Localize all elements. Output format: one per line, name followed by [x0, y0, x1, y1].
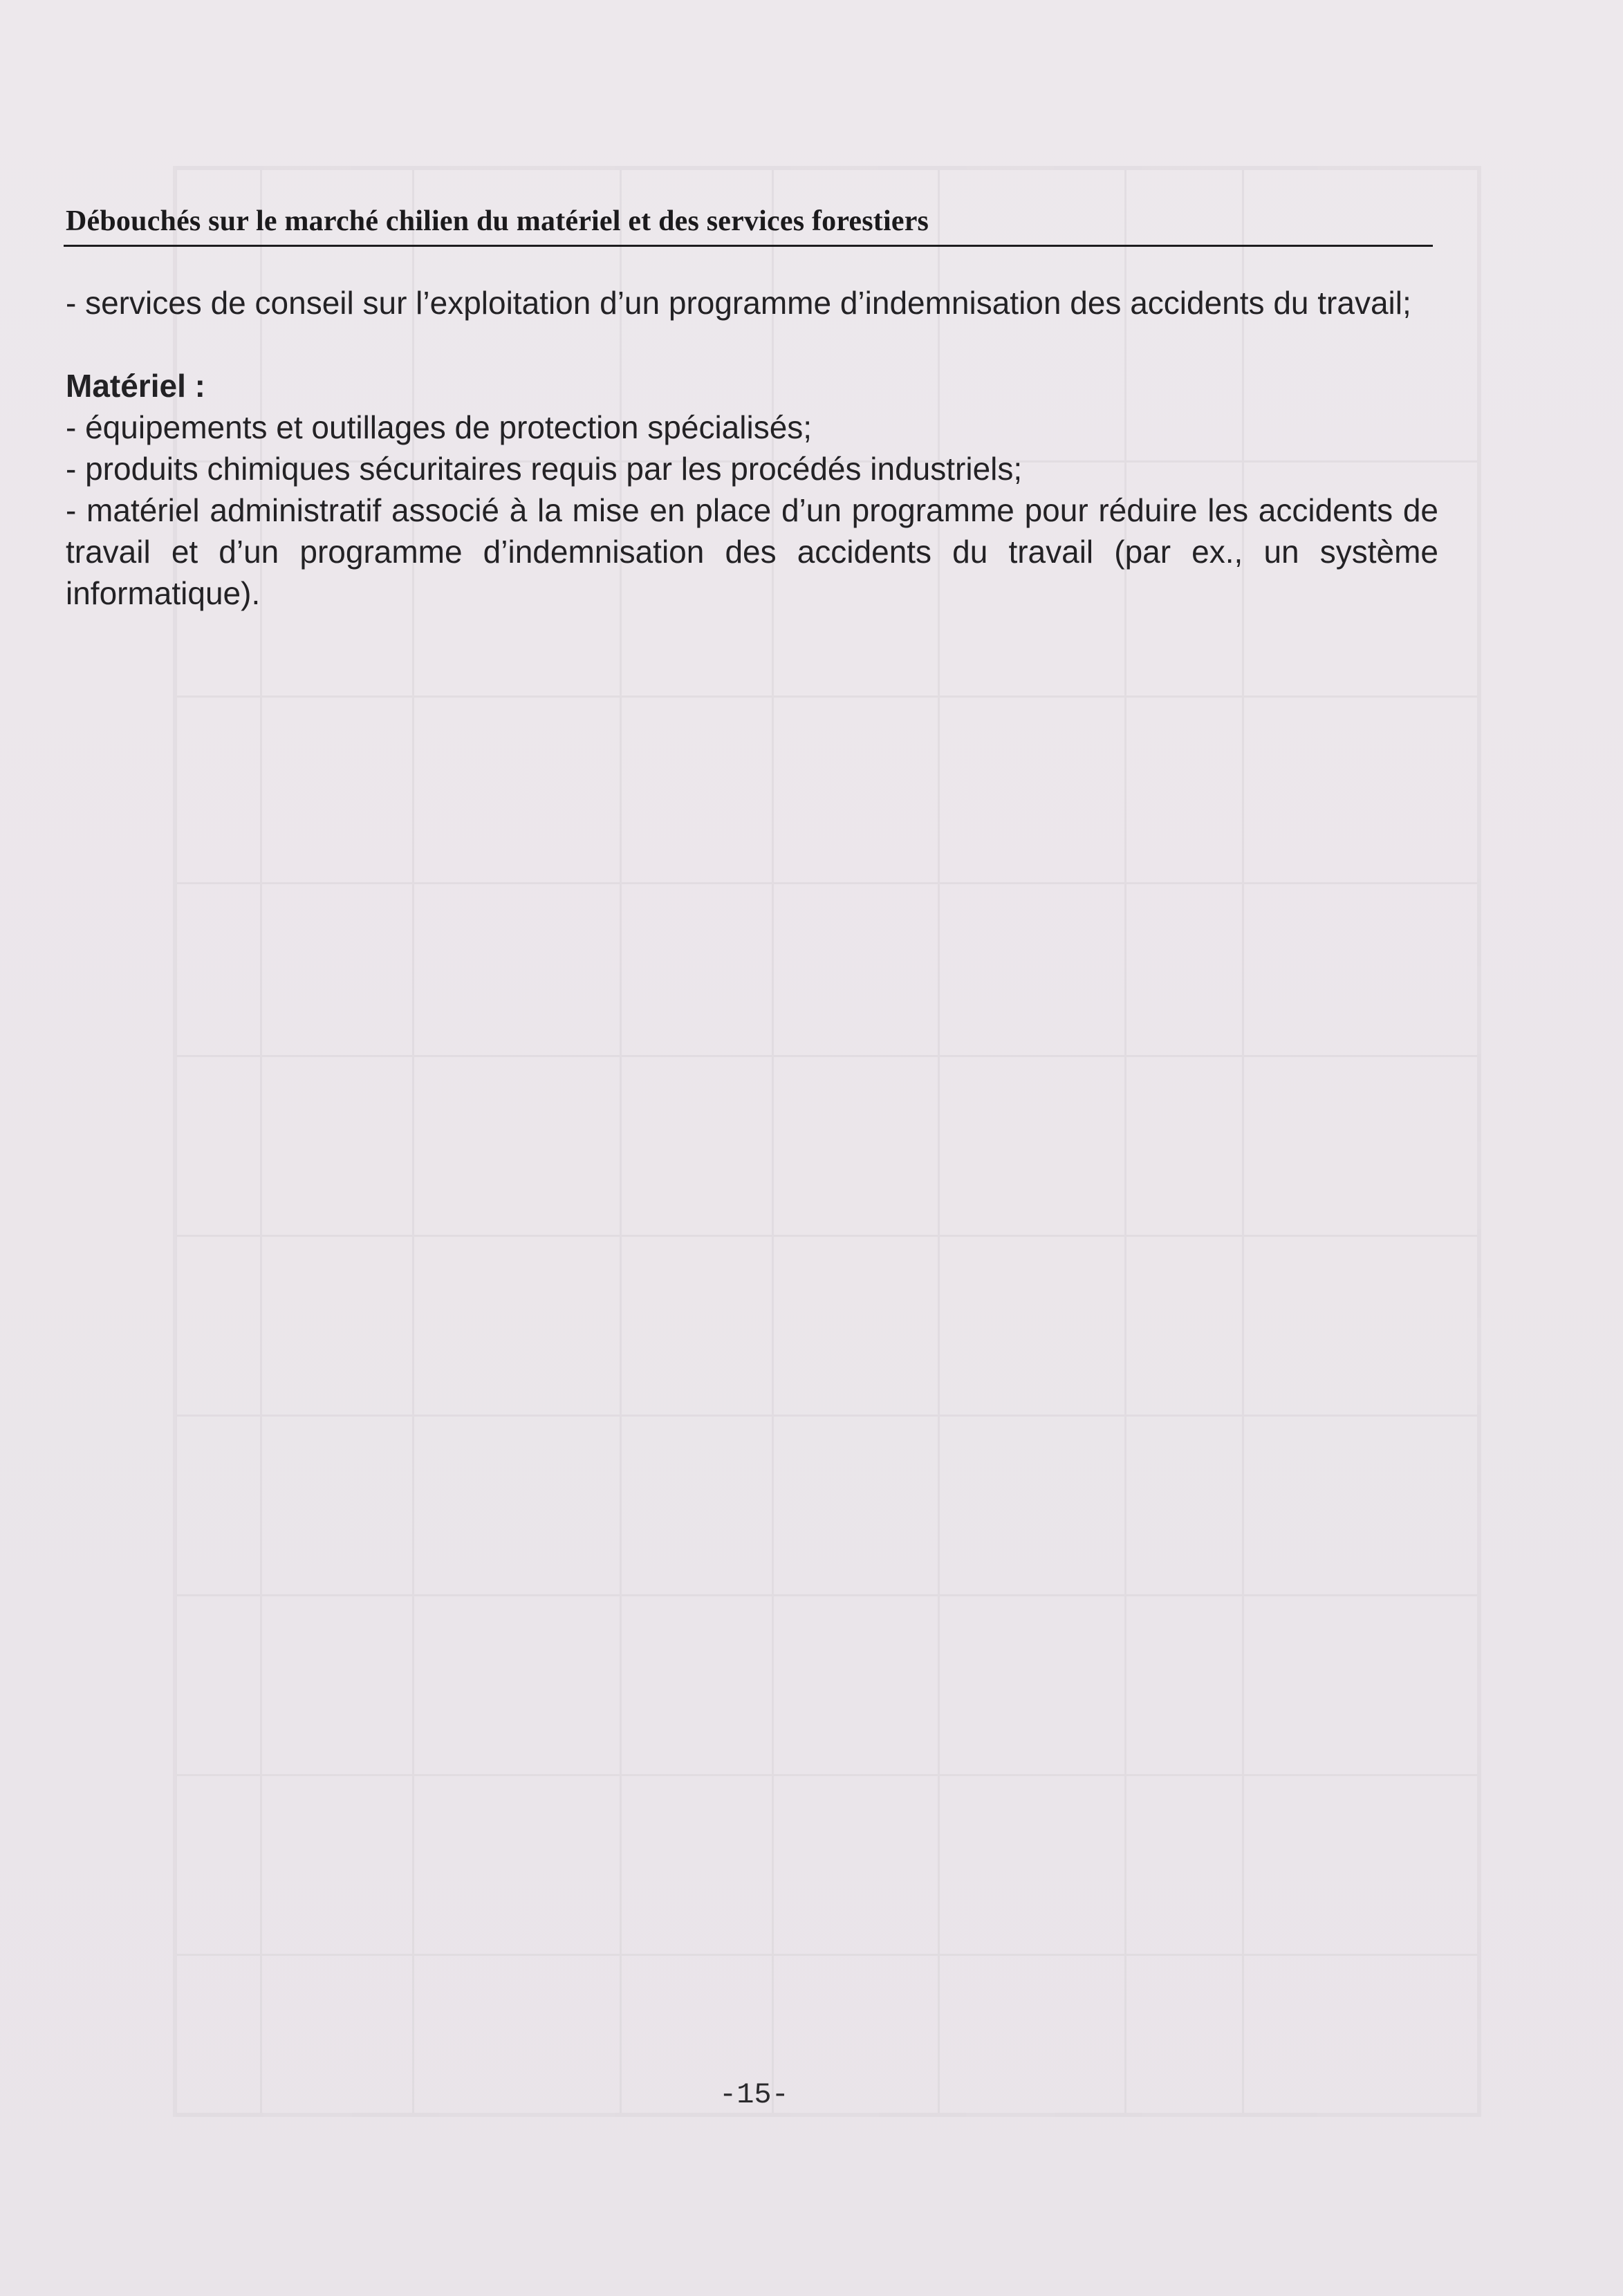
body-text: [66, 282, 1438, 614]
list-item: - matériel administratif associé à la mise en place d’un programme pour réduire les accidents de travail et d’un programme d’indemnisation des accidents du travail (par ex., un système informatique).: [66, 492, 1438, 611]
running-header-title: Débouchés sur le marché chilien du matériel et des services forestiers: [66, 205, 929, 237]
list-item: - équipements et outillages de protection spécialisés;: [66, 409, 813, 445]
list-item: - produits chimiques sécuritaires requis par les procédés industriels;: [66, 451, 1023, 487]
header-rule: [64, 245, 1433, 247]
page-number: -15-: [719, 2078, 789, 2111]
paragraph-spacer: [66, 324, 1438, 365]
section-title: Matériel :: [66, 368, 205, 404]
intro-bullet: - services de conseil sur l’exploitation d’un programme d’indemnisation des accidents du travail;: [66, 285, 1411, 321]
